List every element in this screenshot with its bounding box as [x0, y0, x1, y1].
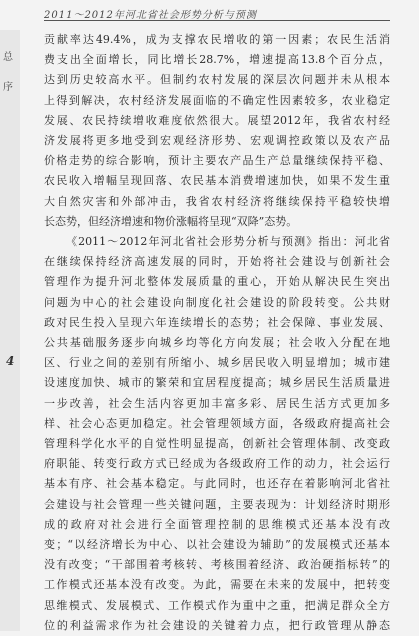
text-line: 样、社会心态更加稳定。社会管理领域方面，各级政府提高社会 [44, 416, 390, 430]
text-line: 问题为中心的社会建设向制度化社会建设的阶段转变。公共财 [44, 295, 390, 309]
text-line: 在继续保持经济高速发展的同时，开始将社会建设与创新社会 [44, 255, 390, 269]
text-line: 《2011～2012年河北省社会形势分析与预测》指出：河北省 [66, 235, 390, 249]
text-line: 成的政府对社会进行全面管理控制的思维模式还基本没有改 [44, 517, 390, 531]
text-line: 一步改善，社会生活内容更加丰富多彩、居民生活方式更加多 [44, 396, 390, 410]
text-line: 管理作为提升河北整体发展质量的重心，开始从解决民生突出 [44, 275, 390, 289]
text-line: 济发展将更多地受到宏观经济形势、宏观调控政策以及农产品 [44, 134, 390, 148]
text-line: 设速度加快、城市的繁荣和宜居程度提高；城乡居民生活质量进 [44, 376, 390, 390]
text-line: 政对民生投入呈现六年连续增长的态势；社会保障、事业发展、 [44, 315, 390, 329]
text-line: 达到历史较高水平。但制约农村发展的深层次问题并未从根本 [44, 73, 390, 87]
side-label-bottom: 序 [3, 82, 13, 93]
text-line: 贡献率达49.4%，成为支撑农民增收的第一因素；农民生活消 [44, 33, 390, 46]
text-line: 农民收入增幅呈现回落、农民基本消费增速加快，如果不发生重 [44, 174, 390, 188]
running-header: 2011～2012年河北省社会形势分析与预测 [44, 10, 257, 21]
body-text [44, 30, 390, 636]
text-line: 工作模式还基本没有改变。为此，需要在未来的发展中，把转变 [44, 578, 390, 592]
text-line: 变；“以经济增长为中心、以社会建设为辅助”的发展模式还基本 [44, 538, 390, 552]
text-line: 区、行业之间的差别有所缩小、城乡居民收入明显增加；城市建 [44, 356, 390, 370]
text-line: 大自然灾害和外部冲击，我省农村经济将继续保持平稳较快增 [44, 194, 390, 208]
text-line: 管理科学化水平的自觉性明显提高，创新社会管理体制、改变政 [44, 437, 390, 451]
text-line: 位的利益需求作为社会建设的关键着力点，把行政管理从静态 [44, 618, 390, 632]
text-line: 发展、农民持续增收难度依然很大。展望2012年，我省农村经 [44, 113, 390, 127]
text-line: 费支出全面增长，同比增长28.7%，增速提高13.8个百分点， [44, 53, 390, 67]
side-label-top: 总 [3, 52, 13, 63]
page-number: 4 [6, 354, 15, 368]
side-column [0, 30, 20, 631]
text-line: 府职能、转变行政方式已经成为各级政府工作的动力，社会运行 [44, 457, 390, 471]
text-line: 公共基础服务逐步向城乡均等化方向发展；社会收入分配在地 [44, 336, 390, 350]
header-rule [44, 20, 390, 21]
text-line: 会建设与社会管理一些关键问题，主要表现为：计划经济时期形 [44, 497, 390, 511]
text-line: 思维模式、发展模式、工作模式作为重中之重，把满足群众全方 [44, 598, 390, 612]
text-line: 没有改变；“干部围着考核转、考核围着经济、政治硬指标转”的 [44, 558, 390, 572]
text-line: 价格走势的综合影响，预计主要农产品生产总量继续保持平稳、 [44, 154, 390, 168]
text-line: 基本有序、社会基本稳定。与此同时，也还存在着影响河北省社 [44, 477, 390, 491]
text-line: 长态势，但经济增速和物价涨幅将呈现“双降”态势。 [44, 214, 298, 228]
text-line: 上得到解决，农村经济发展面临的不确定性因素较多，农业稳定 [44, 93, 390, 107]
